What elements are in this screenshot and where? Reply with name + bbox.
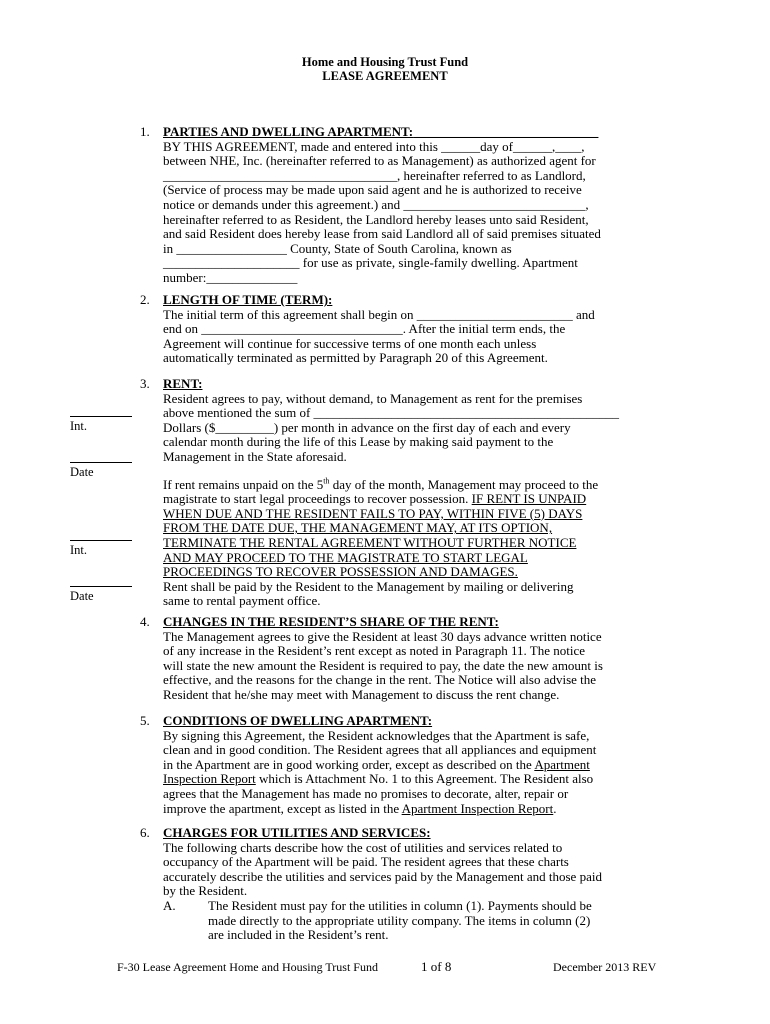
- text-line: Inspection Report which is Attachment No. 1 to this Agreement. The Resident also: [163, 771, 594, 787]
- section-number: 3.: [140, 376, 150, 391]
- section-heading: CHARGES FOR UTILITIES AND SERVICES:: [163, 825, 431, 840]
- text-line: Resident that he/she may meet with Management to discuss the rent change.: [163, 686, 560, 702]
- emphasis-line: WHEN DUE AND THE RESIDENT FAILS TO PAY, WITHIN FIVE (5) DAYS: [163, 505, 583, 521]
- text-line: agrees that the Management has made no promises to decorate, alter, repair or: [163, 785, 569, 801]
- subsection-text: [208, 899, 668, 943]
- text-line: by the Resident.: [163, 883, 248, 899]
- margin-label: Date: [70, 465, 94, 479]
- section-number: 5.: [140, 713, 150, 728]
- text-line: hereinafter referred to as Resident, the Landlord hereby leases unto said Resident,: [163, 211, 589, 227]
- text-line: The following charts describe how the cost of utilities and services related to: [163, 839, 563, 855]
- text-line: will state the new amount the Resident is required to pay, the date the new amount is: [163, 657, 603, 673]
- section-body: [163, 826, 673, 899]
- section-number: 6.: [140, 825, 150, 840]
- initials-mark: [70, 416, 132, 434]
- document-title-line2: LEASE AGREEMENT: [322, 69, 448, 83]
- section-body: [163, 125, 673, 286]
- margin-label: Date: [70, 589, 94, 603]
- date-mark: [70, 462, 132, 480]
- section-body: [163, 714, 673, 816]
- signature-line: [70, 540, 132, 541]
- section-number: 2.: [140, 292, 150, 307]
- text-line: above mentioned the sum of _______________________________________________: [163, 405, 620, 421]
- text-line: Agreement will continue for successive terms of one month each unless: [163, 335, 537, 351]
- text-line: end on _______________________________. After the initial term ends, the: [163, 321, 566, 337]
- section-heading: LENGTH OF TIME (TERM):: [163, 292, 333, 307]
- text-line: BY THIS AGREEMENT, made and entered into this ______day of______,____,: [163, 138, 585, 154]
- text-line: occupancy of the Apartment will be paid. The resident agrees that these charts: [163, 854, 569, 870]
- initials-mark: [70, 540, 132, 558]
- text-line: notice or demands under this agreement.) and ____________________________,: [163, 196, 589, 212]
- signature-line: [70, 586, 132, 587]
- section-number: 1.: [140, 124, 150, 139]
- text-line: Resident agrees to pay, without demand, to Management as rent for the premises: [163, 390, 583, 406]
- text-line: The initial term of this agreement shall begin on ________________________ and: [163, 306, 595, 322]
- text-line: Management in the State aforesaid.: [163, 448, 347, 464]
- section-number: 4.: [140, 614, 150, 629]
- text-line: same to rental payment office.: [163, 593, 321, 609]
- section-body: [163, 615, 673, 703]
- text-line: The Resident must pay for the utilities in column (1). Payments should be: [208, 898, 592, 913]
- text-line: _____________________ for use as private, single-family dwelling. Apartment: [163, 255, 578, 271]
- date-mark: [70, 586, 132, 604]
- footer-page-number: 1 of 8: [421, 959, 452, 974]
- emphasis-line: PROCEEDINGS TO RECOVER POSSESSION AND DAMAGES.: [163, 564, 518, 580]
- section-heading: CONDITIONS OF DWELLING APARTMENT:: [163, 713, 433, 728]
- emphasis-line: FROM THE DATE DUE, THE MANAGEMENT MAY, AT ITS OPTION,: [163, 520, 553, 536]
- text-line: If rent remains unpaid on the 5th day of the month, Management may proceed to the: [163, 476, 599, 492]
- text-line: magistrate to start legal proceedings to recover possession. IF RENT IS UNPAID: [163, 491, 587, 507]
- text-line: (Service of process may be made upon said agent and he is authorized to receive: [163, 182, 582, 198]
- emphasis-line: TERMINATE THE RENTAL AGREEMENT WITHOUT FURTHER NOTICE: [163, 534, 577, 550]
- subsection-letter: A.: [163, 898, 176, 913]
- text-line: clean and in good condition. The Resident agrees that all appliances and equipment: [163, 742, 597, 758]
- heading-blank: ____________________________: [413, 124, 599, 139]
- inspection-report-reference: Inspection Report: [163, 771, 256, 787]
- text-line: in the Apartment are in good working order, except as described on the Apartment: [163, 756, 590, 772]
- document-title-line1: Home and Housing Trust Fund: [301, 55, 469, 69]
- text-line: accurately describe the utilities and services paid by the Management and those paid: [163, 868, 602, 884]
- margin-label: Int.: [70, 543, 88, 557]
- text-line: Rent shall be paid by the Resident to the Management by mailing or delivering: [163, 578, 574, 594]
- text-line: By signing this Agreement, the Resident acknowledges that the Apartment is safe,: [163, 727, 590, 743]
- section-heading: RENT:: [163, 376, 203, 391]
- inspection-report-reference: Apartment: [534, 756, 590, 772]
- text-line: ____________________________________, hereinafter referred to as Landlord,: [163, 167, 586, 183]
- footer-document-id: F-30 Lease Agreement Home and Housing Trust Fund: [117, 960, 378, 974]
- inspection-report-reference: Apartment Inspection Report: [401, 800, 554, 816]
- text-line: effective, and the reasons for the change in the rent. The Notice will also advise the: [163, 672, 597, 688]
- emphasis-line: AND MAY PROCEED TO THE MAGISTRATE TO START LEGAL: [163, 549, 528, 565]
- section-body: [163, 377, 673, 609]
- text-line: in _________________ County, State of South Carolina, known as: [163, 240, 512, 256]
- section-body: [163, 293, 673, 366]
- text-line: number:______________: [163, 269, 298, 285]
- section-heading: PARTIES AND DWELLING APARTMENT:: [163, 124, 414, 139]
- text-line: The Management agrees to give the Resident at least 30 days advance written notice: [163, 628, 602, 644]
- text-line: between NHE, Inc. (hereinafter referred to as Management) as authorized agent for: [163, 153, 596, 169]
- text-line: and said Resident does hereby lease from said Landlord all of said premises situated: [163, 226, 601, 242]
- section-heading: CHANGES IN THE RESIDENT’S SHARE OF THE RENT:: [163, 614, 499, 629]
- text-line: automatically terminated as permitted by Paragraph 20 of this Agreement.: [163, 350, 548, 366]
- signature-line: [70, 462, 132, 463]
- text-line: made directly to the appropriate utility company. The items in column (2): [208, 912, 591, 928]
- signature-line: [70, 416, 132, 417]
- footer-revision: December 2013 REV: [553, 960, 657, 974]
- text-line: are included in the Resident’s rent.: [208, 927, 389, 943]
- margin-label: Int.: [70, 419, 88, 433]
- text-line: improve the apartment, except as listed in the Apartment Inspection Report.: [163, 800, 557, 816]
- text-line: Dollars ($_________) per month in advance on the first day of each and every: [163, 419, 571, 435]
- text-line: of any increase in the Resident’s rent except as noted in Paragraph 11. The notice: [163, 643, 585, 659]
- text-line: calendar month during the life of this Lease by making said payment to the: [163, 434, 554, 450]
